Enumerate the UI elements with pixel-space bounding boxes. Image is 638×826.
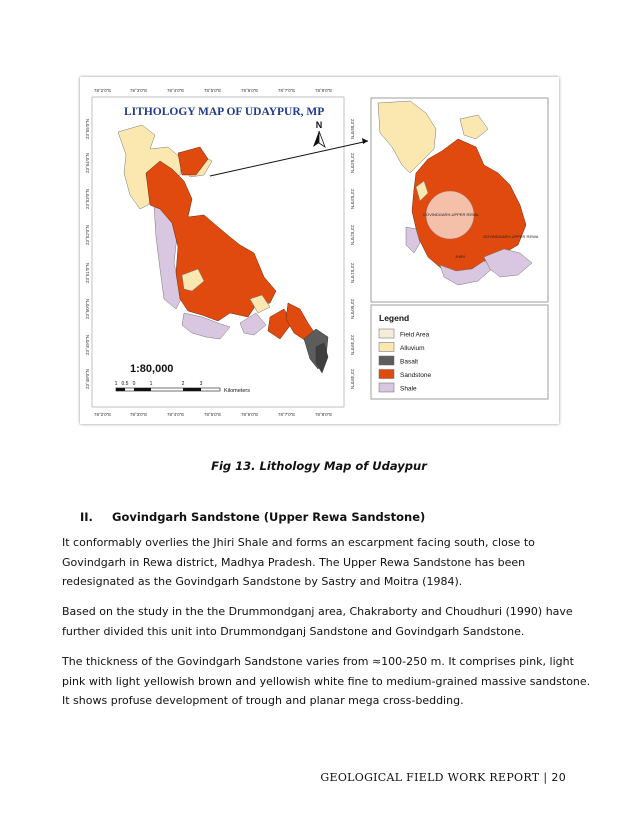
- lithology-map-figure: [80, 77, 559, 424]
- inset-label: GOVINDGARH-UPPER REWA: [483, 234, 539, 239]
- paragraph-3: [62, 652, 591, 711]
- section-title: Govindgarh Sandstone (Upper Rewa Sandstone): [112, 510, 426, 524]
- longitude-label: 78°7'0"E: [278, 412, 296, 417]
- latitude-label: 23°53'0"N: [85, 188, 90, 210]
- latitude-label: 23°52'0"N: [350, 224, 355, 246]
- paragraph-2: [62, 602, 582, 641]
- latitude-label: 23°54'0"N: [85, 152, 90, 174]
- longitude-label: 78°5'0"E: [204, 412, 222, 417]
- longitude-label: 78°4'0"E: [167, 88, 185, 93]
- legend-label: Basalt: [400, 358, 419, 366]
- legend-label: Alluvium: [400, 345, 425, 352]
- longitude-label: 78°8'0"E: [315, 88, 333, 93]
- paragraph-line: Based on the study in the the Drummondganj area, Chakraborty and Choudhuri (1990) have: [62, 605, 573, 618]
- scale-unit: Kilometers: [224, 388, 250, 394]
- scale-bar: [116, 388, 220, 391]
- latitude-label: 23°54'0"N: [350, 152, 355, 174]
- latitude-label: 23°55'0"N: [85, 118, 90, 140]
- legend-label: Shale: [400, 385, 417, 393]
- legend-swatch: [379, 356, 394, 365]
- scale-tick-label: 1: [149, 381, 153, 387]
- paragraph-1: [62, 533, 582, 592]
- legend-swatch: [379, 383, 394, 392]
- paragraph-line: It shows profuse development of trough and planar mega cross-bedding.: [62, 694, 464, 707]
- paragraph-line: pink with light yellowish brown and yellowish white fine to medium-grained massive sandstone.: [62, 674, 591, 688]
- longitude-label: 78°8'0"E: [315, 412, 333, 417]
- latitude-label: 23°48'0"N: [85, 368, 90, 390]
- latitude-label: 23°50'0"N: [350, 298, 355, 320]
- page-number: 20: [551, 771, 566, 784]
- latitude-label: 23°49'0"N: [350, 334, 355, 356]
- longitude-label: 78°2'0"E: [94, 88, 112, 93]
- map-title: LITHOLOGY MAP OF UDAYPUR, MP: [124, 106, 325, 118]
- paragraph-line: It conformably overlies the Jhiri Shale and forms an escarpment facing south, close to: [62, 536, 535, 549]
- longitude-label: 78°3'0"E: [130, 412, 148, 417]
- latitude-label: 23°48'0"N: [350, 368, 355, 390]
- inset-label: GOVINDGARH-UPPER REWA: [423, 212, 479, 217]
- legend-label: Field Area: [400, 331, 430, 339]
- latitude-label: 23°50'0"N: [85, 298, 90, 320]
- paragraph-line: The thickness of the Govindgarh Sandstone varies from ≈100-250 m. It comprises pink, light: [62, 655, 574, 668]
- footer-separator: |: [543, 771, 548, 784]
- legend-label: Sandstone: [400, 372, 432, 379]
- scale-tick-label: 0.5: [121, 381, 129, 387]
- longitude-label: 78°2'0"E: [94, 412, 112, 417]
- figure-caption: Fig 13. Lithology Map of Udaypur: [211, 459, 427, 473]
- scale-tick-label: 3: [199, 381, 203, 387]
- footer-title: GEOLOGICAL FIELD WORK REPORT: [320, 771, 540, 784]
- latitude-label: 23°49'0"N: [85, 334, 90, 356]
- legend-title: Legend: [379, 313, 410, 323]
- section-number: II.: [80, 510, 93, 524]
- scale-tick-label: 1: [114, 381, 118, 387]
- latitude-label: 23°52'0"N: [85, 224, 90, 246]
- legend-swatch: [379, 329, 394, 338]
- latitude-label: 23°51'0"N: [85, 262, 90, 284]
- legend-swatch: [379, 343, 394, 352]
- scale-ratio: 1:80,000: [130, 363, 174, 375]
- longitude-label: 78°5'0"E: [204, 88, 222, 93]
- longitude-label: 78°4'0"E: [167, 412, 185, 417]
- longitude-label: 78°3'0"E: [130, 88, 148, 93]
- scale-tick-label: 2: [181, 381, 185, 387]
- legend-swatch: [379, 370, 394, 379]
- lithology-map-svg: [80, 77, 559, 424]
- longitude-label: 78°7'0"E: [278, 88, 296, 93]
- longitude-label: 78°6'0"E: [241, 412, 259, 417]
- section-heading: [80, 510, 425, 524]
- latitude-label: 23°55'0"N: [350, 118, 355, 140]
- paragraph-line: redesignated as the Govindgarh Sandstone by Sastry and Moitra (1984).: [62, 575, 463, 588]
- longitude-label: 78°6'0"E: [241, 88, 259, 93]
- arrow-head-icon: [362, 138, 368, 144]
- latitude-label: 23°51'0"N: [350, 262, 355, 284]
- paragraph-line: further divided this unit into Drummondganj Sandstone and Govindgarh Sandstone.: [62, 624, 525, 638]
- north-label: N: [315, 120, 323, 130]
- latitude-label: 23°53'0"N: [350, 188, 355, 210]
- inset-label: JHIRI: [455, 254, 465, 259]
- paragraph-line: Govindgarh in Rewa district, Madhya Pradesh. The Upper Rewa Sandstone has been: [62, 555, 526, 569]
- page-footer: [320, 771, 566, 784]
- scale-tick-label: 0: [132, 381, 136, 387]
